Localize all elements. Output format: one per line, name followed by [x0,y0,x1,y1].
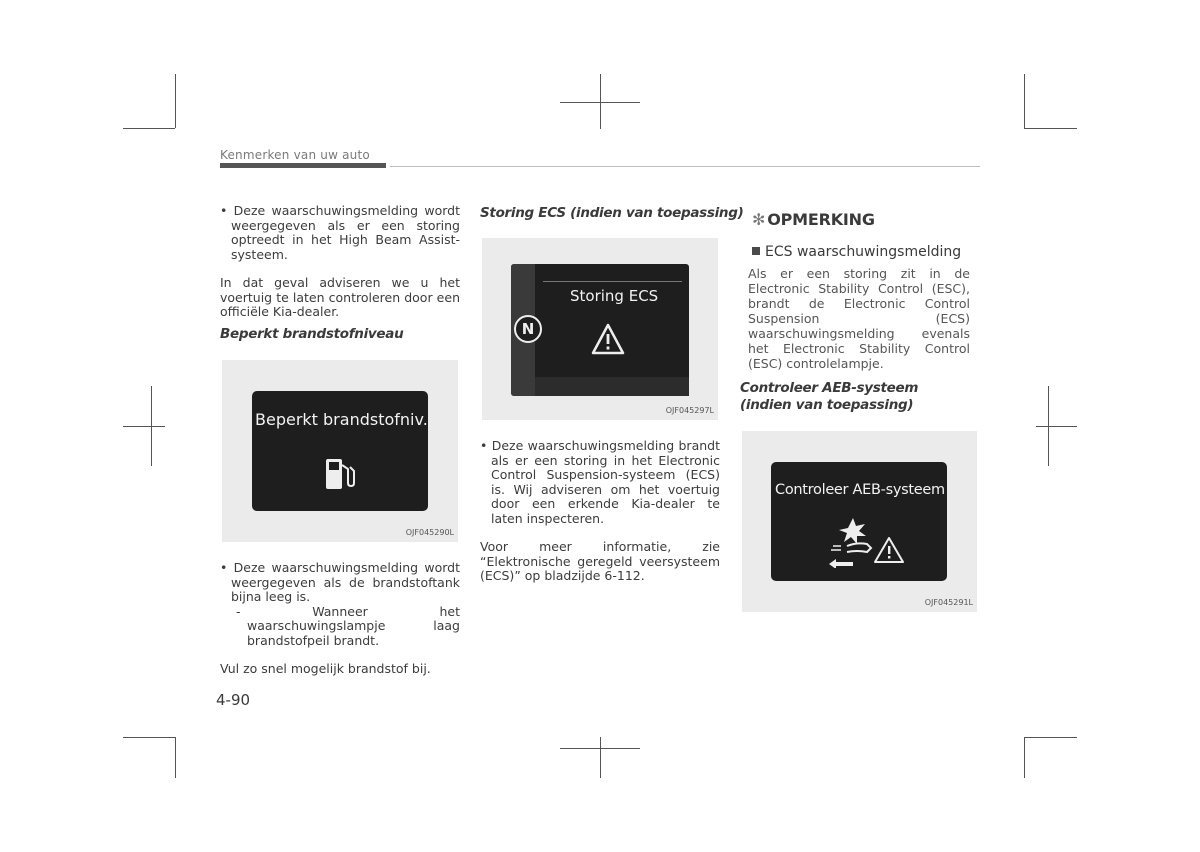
cluster-display [252,391,428,511]
fuel-pump-icon [324,457,356,491]
cluster-display [511,264,689,396]
paragraph: In dat geval adviseren we u het voertuig te laten controleren door een officiële Kia-dealer. [220,275,460,319]
display-footer [535,377,689,396]
column-2-lower [480,439,720,584]
section-header: Kenmerken van uw auto [220,148,370,162]
figure-code: OJF045291L [924,598,973,607]
bullet-item: • Deze waarschuwingsmelding brandt als er een storing in het Electronic Control Suspension-systeem (ECS) is. Wij adviseren om het voertuig door een erkende Kia-dealer te laten inspecteren. [480,438,720,526]
bullet-item: • Deze waarschuwingsmelding wordt weergegeven als er een storing optreedt in het High Beam Assist-systeem. [220,203,460,262]
collision-warning-icon [827,516,907,568]
display-message: Beperkt brandstofniv. [255,410,428,429]
paragraph: Vul zo snel mogelijk brandstof bij. [220,661,431,676]
figure-code: OJF045297L [665,406,714,415]
figure-aeb-check [742,431,977,612]
section-heading: Controleer AEB-systeem (indien van toepassing) [740,380,919,413]
page-number: 4-90 [216,691,251,709]
square-bullet-icon [752,247,760,255]
figure-ecs-fault [482,238,718,420]
display-message: Storing ECS [570,287,659,305]
sub-item: - Wanneer het waarschuwingslampje laag brandstofpeil brandt. [236,603,460,648]
display-message: Controleer AEB-systeem [775,482,945,498]
figure-code: OJF045290L [405,528,454,537]
bullet-item: • Deze waarschuwingsmelding wordt weergegeven als de brandstoftank bijna leeg is. [220,560,460,604]
note-body: Als er een storing zit in de Electronic Stability Control (ESC), brandt de Electronic Control Suspension (ECS) waarschuwingsmelding evenals het Electronic Stability Control (ESC) controlelampje. [748,266,970,371]
column-1 [220,204,460,320]
note-subheading: ECS waarschuwingsmelding [752,244,961,260]
section-heading: Beperkt brandstofniveau [220,326,404,342]
warning-triangle-icon [590,322,626,356]
gear-indicator: N [514,315,542,343]
note-heading: ✻ OPMERKING [752,210,875,229]
cluster-display [771,462,947,581]
column-1-lower [220,561,460,677]
figure-fuel-level [222,360,458,542]
section-heading: Storing ECS (indien van toepassing) [480,205,744,221]
asterisk-icon: ✻ [752,210,766,229]
display-rule [543,281,682,282]
header-rule [390,166,980,167]
header-bar [220,163,386,168]
paragraph: Voor meer informatie, zie “Elektronische geregeld veersysteem (ECS)” op bladzijde 6-112. [480,539,720,583]
